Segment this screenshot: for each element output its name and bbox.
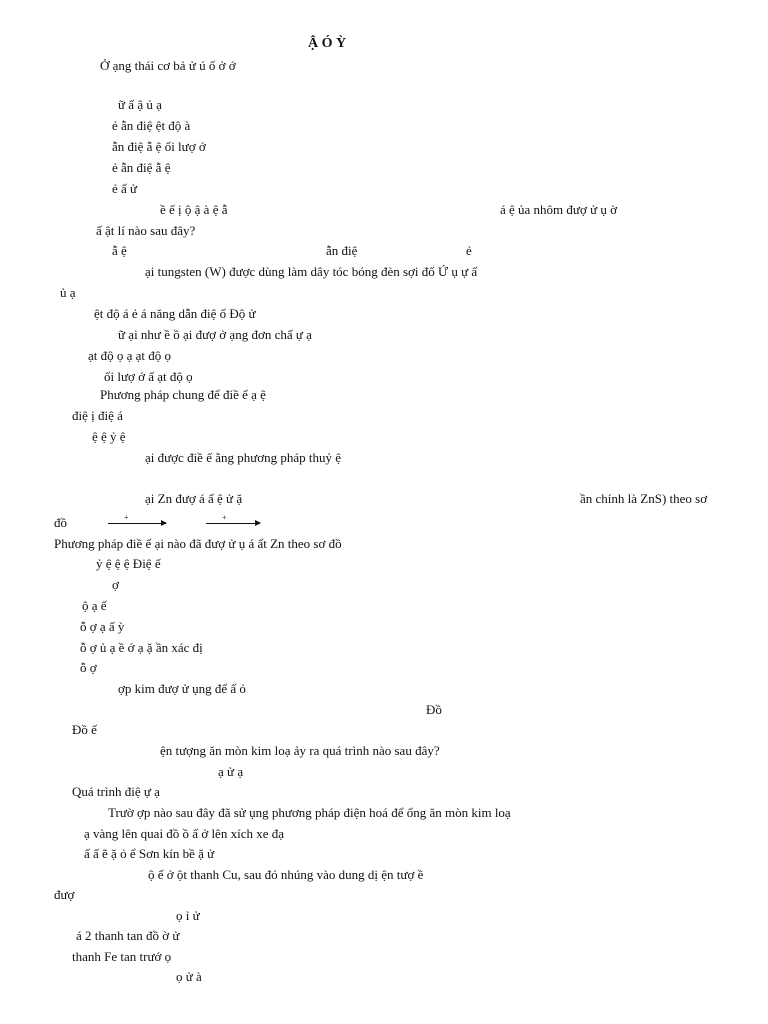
line-15: ối lượ ớ ấ ạt độ ọ <box>104 369 193 384</box>
line-30: Đồ <box>426 702 442 717</box>
line-10: ại tungsten (W) được dùng làm dây tóc bóng đèn sợi đố Ứ ụ ự ấ <box>145 264 478 279</box>
line-7b: á ệ ủa nhôm đượ ử ụ ờ <box>500 202 618 217</box>
line-23: ỷ ệ ệ ệ Điệ ế <box>96 556 161 571</box>
scheme-arrow-2-line <box>206 523 260 524</box>
line-42: thanh Fe tan trướ ọ <box>72 949 172 964</box>
line-21: đồ <box>54 515 67 530</box>
line-41: á 2 thanh tan đồ ờ ử <box>76 928 180 943</box>
line-13: ữ ại như ề ồ ại đượ ở ạng đơn chấ ự ạ <box>118 327 312 342</box>
line-20a: ại Zn đượ á ấ ệ ử ặ <box>145 491 243 506</box>
line-17: điệ ị điệ á <box>72 408 123 423</box>
document-title: Ậ Ó Ỳ <box>308 36 347 51</box>
line-34: Quá trình điệ ự ạ <box>72 784 160 799</box>
line-9b: ẫn điệ <box>326 243 358 258</box>
line-16: Phương pháp chung để điề ế ạ ệ <box>100 387 266 402</box>
line-26: ỗ ợ ạ ấ ỳ <box>80 619 125 634</box>
scheme-plus-2: + <box>222 513 227 522</box>
line-25: ộ ạ ế <box>82 598 107 613</box>
line-32: ện tượng ăn mòn kim loạ ảy ra quá trình nào sau đây? <box>160 743 440 758</box>
line-24: ợ <box>112 577 119 592</box>
line-33: ạ ử ạ <box>218 764 244 779</box>
line-4: ẫn điệ ẫ ệ ối lượ ớ <box>112 139 206 154</box>
line-12: ệt độ á ẻ á năng dẫn điệ ố Độ ử <box>94 306 256 321</box>
line-7a: ề ế ị ộ ậ à ệ ẫ <box>160 202 228 217</box>
line-3: ẻ ẫn điệ ệt độ à <box>112 118 191 133</box>
line-36: ạ vàng lên quai đồ ồ ấ ở lên xích xe đạ <box>84 826 285 841</box>
line-38: ộ ế ở ột thanh Cu, sau đó nhúng vào dung dị ện tượ ề <box>148 867 424 882</box>
line-28: ỗ ợ <box>80 660 97 675</box>
line-8: ấ ật lí nào sau đây? <box>96 223 196 238</box>
line-40: ọ ỉ ử <box>176 908 200 923</box>
line-9a: ẫ ệ <box>112 243 127 258</box>
line-5: ẻ ẫn điệ ẫ ệ <box>112 160 171 175</box>
line-19: ại được điề ế ằng phương pháp thuỷ ệ <box>145 450 342 465</box>
line-2: ữ ấ ậ ủ ạ <box>118 97 162 112</box>
line-35: Trườ ợp nào sau đây đã sử ụng phương pháp điện hoá để ống ăn mòn kim loạ <box>108 805 511 820</box>
line-11: ủ ạ <box>60 285 76 300</box>
line-27: ỗ ợ ủ ạ ề ớ ạ ặ ần xác đị <box>80 640 203 655</box>
line-14: ạt độ ọ ạ ạt độ ọ <box>88 348 172 363</box>
scheme-arrow-1-line <box>108 523 166 524</box>
line-6: ẻ ấ ử <box>112 181 138 196</box>
line-37: ấ ấ ẽ ặ ỏ ể Sơn kín bề ặ ử <box>84 846 215 861</box>
line-43: ọ ử à <box>176 969 202 984</box>
line-20b: ần chính là ZnS) theo sơ <box>580 491 708 506</box>
line-22: Phương pháp điề ế ại nào đã đượ ử ụ á ất Zn theo sơ đồ <box>54 536 342 551</box>
scheme-plus-1: + <box>124 513 129 522</box>
line-9c: ẻ <box>466 243 472 258</box>
line-31: Đồ ế <box>72 722 97 737</box>
line-39: đượ <box>54 887 75 902</box>
line-29: ợp kim đượ ử ụng để ấ ỏ <box>118 681 246 696</box>
line-18: ệ ệ ỷ ệ <box>92 429 126 444</box>
line-1: Ở ạng thái cơ bả ử ú ố ở ớ <box>100 58 236 73</box>
